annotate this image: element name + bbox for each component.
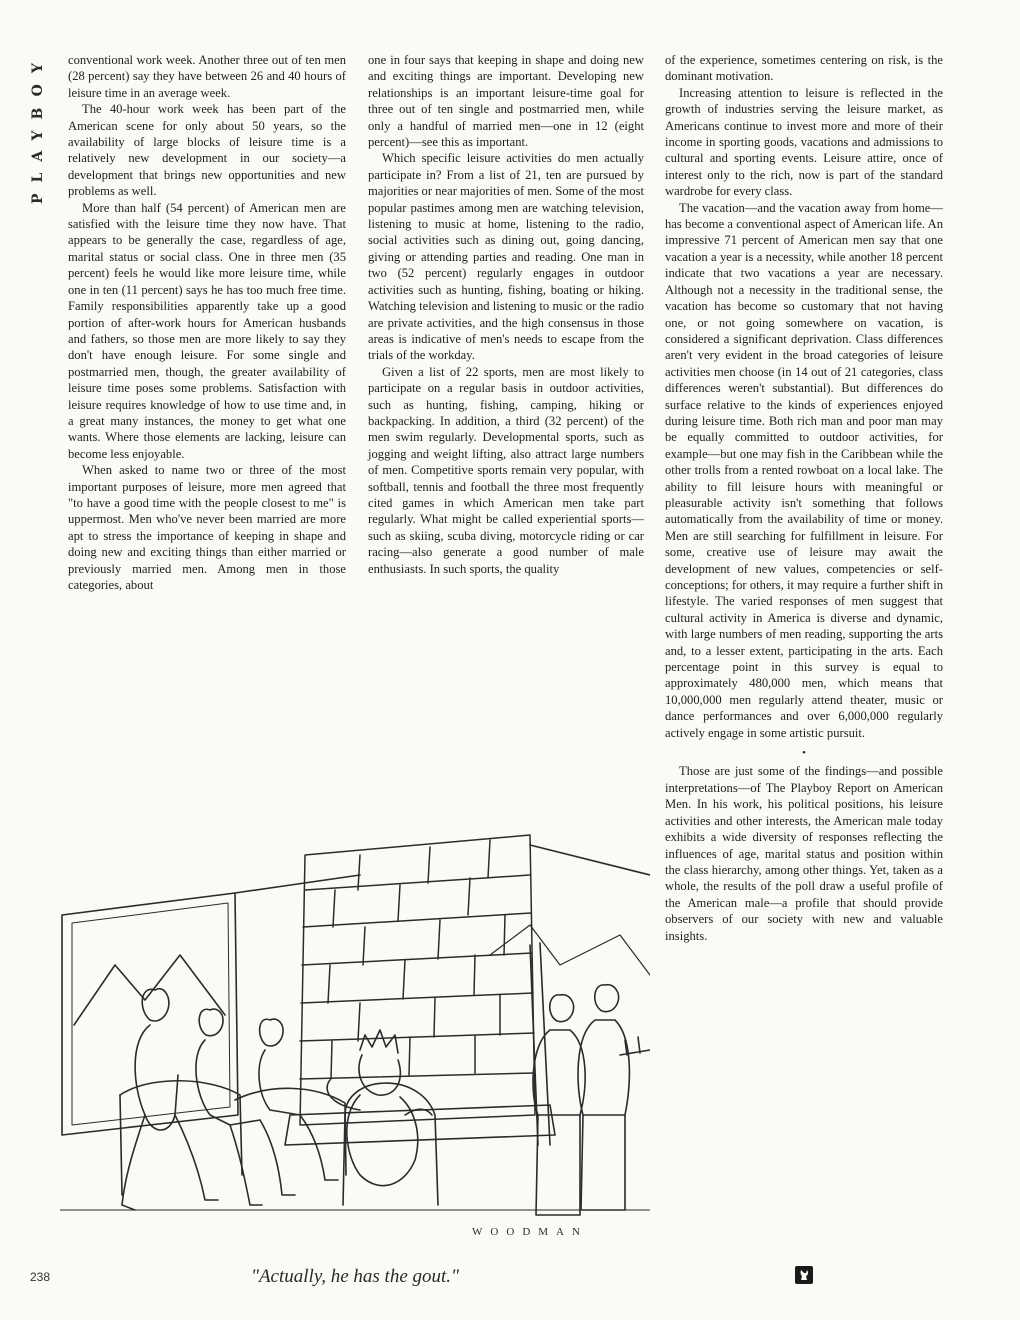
paragraph: More than half (54 percent) of American men are satisfied with the leisure time they now have. That appears to be generally the case, regardless of age, marital status or social class. One in three men (35 percent) feels he would like more leisure time, while one in ten (11 percent) says he has too much free time. Family responsibilities apparently take up a good portion of after-work hours for American husbands and fathers, so those men are more likely to say they don't have enough leisure. For some single and postmarried men, though, the greater availability of leisure time poses some problems. Satisfaction with leisure requires knowledge of how to use time and, in a great many instances, the money to get what one wants. Where those elements are lacking, leisure can become less enjoyable. [68, 200, 346, 461]
paragraph: Which specific leisure activities do men actually participate in? From a list of 21, ten are pursued by majorities or near majorities of men. Some of the most popular pastimes among men are watching television, listening to music at home, listening to the radio, social activities such as dining out, going dancing, giving or attending parties and reading. One man in two (52 percent) regularly engages in outdoor activities such as hunting, fishing, boating or hiking. Watching television and listening to music or the radio are private activities, and the high consensus in those areas is indicative of men's needs to escape from the trials of the workday. [368, 151, 644, 363]
paragraph: The vacation—and the vacation away from home—has become a conventional aspect of American life. An impressive 71 percent of American men say that one vacation a year is a necessity, while another 18 percent indicate that two vacations a year are necessary. Although not a necessity in the traditional sense, the vacation has become so customary that not having one, or not going somewhere on vacation, is considered a significant deprivation. Class differences aren't very evident in the broad categories of leisure activities men choose (in 14 out of 21 categories, class differences weren't substantial). But differences do surface relative to the kinds of experiences enjoyed during leisure time. Both rich man and poor man may be equally committed to outdoor activities, for example—but one may fish in the Caribbean while the other trolls from a rented rowboat on a local lake. The ability to fill leisure hours with meaningful or pleasurable activity isn't something that follows automatically from the availability of time or money. Men are still searching for fulfillment in leisure. For some, creative use of leisure may await the development of new values, competencies or self-conceptions; for others, it may require a further shift in lifestyle. The varied responses of men suggest that cultural activity in America is diverse and dynamic, with large numbers of men reading, supporting the arts and, to a lesser extent, participating in the arts. Each percentage point in this survey is equal to approximately 480,000 men, which means that 10,000,000 men regularly attend theater, music or dance performances and over 6,000,000 regularly actively engage in some artistic pursuit. [665, 200, 943, 740]
magazine-brand-sidebar: PLAYBOY [30, 52, 46, 204]
cartoon-caption: "Actually, he has the gout." [250, 1266, 460, 1287]
cartoonist-signature: WOODMAN [472, 1226, 588, 1238]
article-column-1 [68, 52, 346, 593]
article-column-3 [665, 52, 943, 944]
paragraph: Increasing attention to leisure is reflected in the growth of industries serving the leisure market, as Americans continue to invest more and more of their income in sporting goods, vacations and admissions to cultural and sporting events. Leisure attire, once of interest only to the rich, now is part of the standard wardrobe for every class. [665, 85, 943, 199]
paragraph: When asked to name two or three of the most important purposes of leisure, more men agreed that "to have a good time with the people closest to me" is uppermost. Men who've never been married are more apt to stress the importance of keeping in shape and doing new and exciting things than either married or previously married men. Among men in those categories, about [68, 463, 346, 592]
paragraph: The 40-hour work week has been part of the American scene for only about 50 years, so the availability of large blocks of leisure time is a relatively new development in our society—a development that brings new opportunities and new problems as well. [68, 102, 346, 199]
paragraph: one in four says that keeping in shape and doing new and exciting things are important. Developing new relationships is an important leisure-time goal for three out of ten single and postmarried men, while only a handful of married men—one in 12 (eight percent)—see this as important. [368, 53, 644, 150]
rabbit-head-end-mark-icon [795, 1266, 813, 1284]
paragraph: conventional work week. Another three out of ten men (28 percent) say they have between 26 and 40 hours of leisure time in an average week. [68, 53, 346, 100]
cartoon-illustration [60, 815, 650, 1245]
paragraph: Those are just some of the findings—and possible interpretations—of The Playboy Report on American Men. In his work, his political positions, his leisure activities and other interests, the American male today exhibits a wide diversity of responses reflecting the influences of age, marital status and position within the class hierarchy, among other things. Yet, taken as a whole, the results of the poll draw a useful profile of the American male—a profile that should provide observers of our society with new and valuable insights. [665, 764, 943, 943]
page-number: 238 [30, 1270, 51, 1284]
paragraph: Given a list of 22 sports, men are most likely to participate on a regular basis in outdoor activities, such as hunting, fishing, camping, hiking or backpacking. In addition, a third (32 percent) of the men swim regularly. Developmental sports, such as jogging and weight lifting, also attract large numbers of men. Competitive sports remain very popular, with softball, tennis and football the three most frequently cited games in which American men take part regularly. What might be called experiential sports—such as skiing, scuba diving, motorcycle riding or car racing—also generate a good number of male enthusiasts. In such sports, the quality [368, 364, 644, 576]
section-break-bullet: • [802, 747, 806, 760]
paragraph: of the experience, sometimes centering on risk, is the dominant motivation. [665, 53, 943, 84]
article-column-2 [368, 52, 644, 577]
